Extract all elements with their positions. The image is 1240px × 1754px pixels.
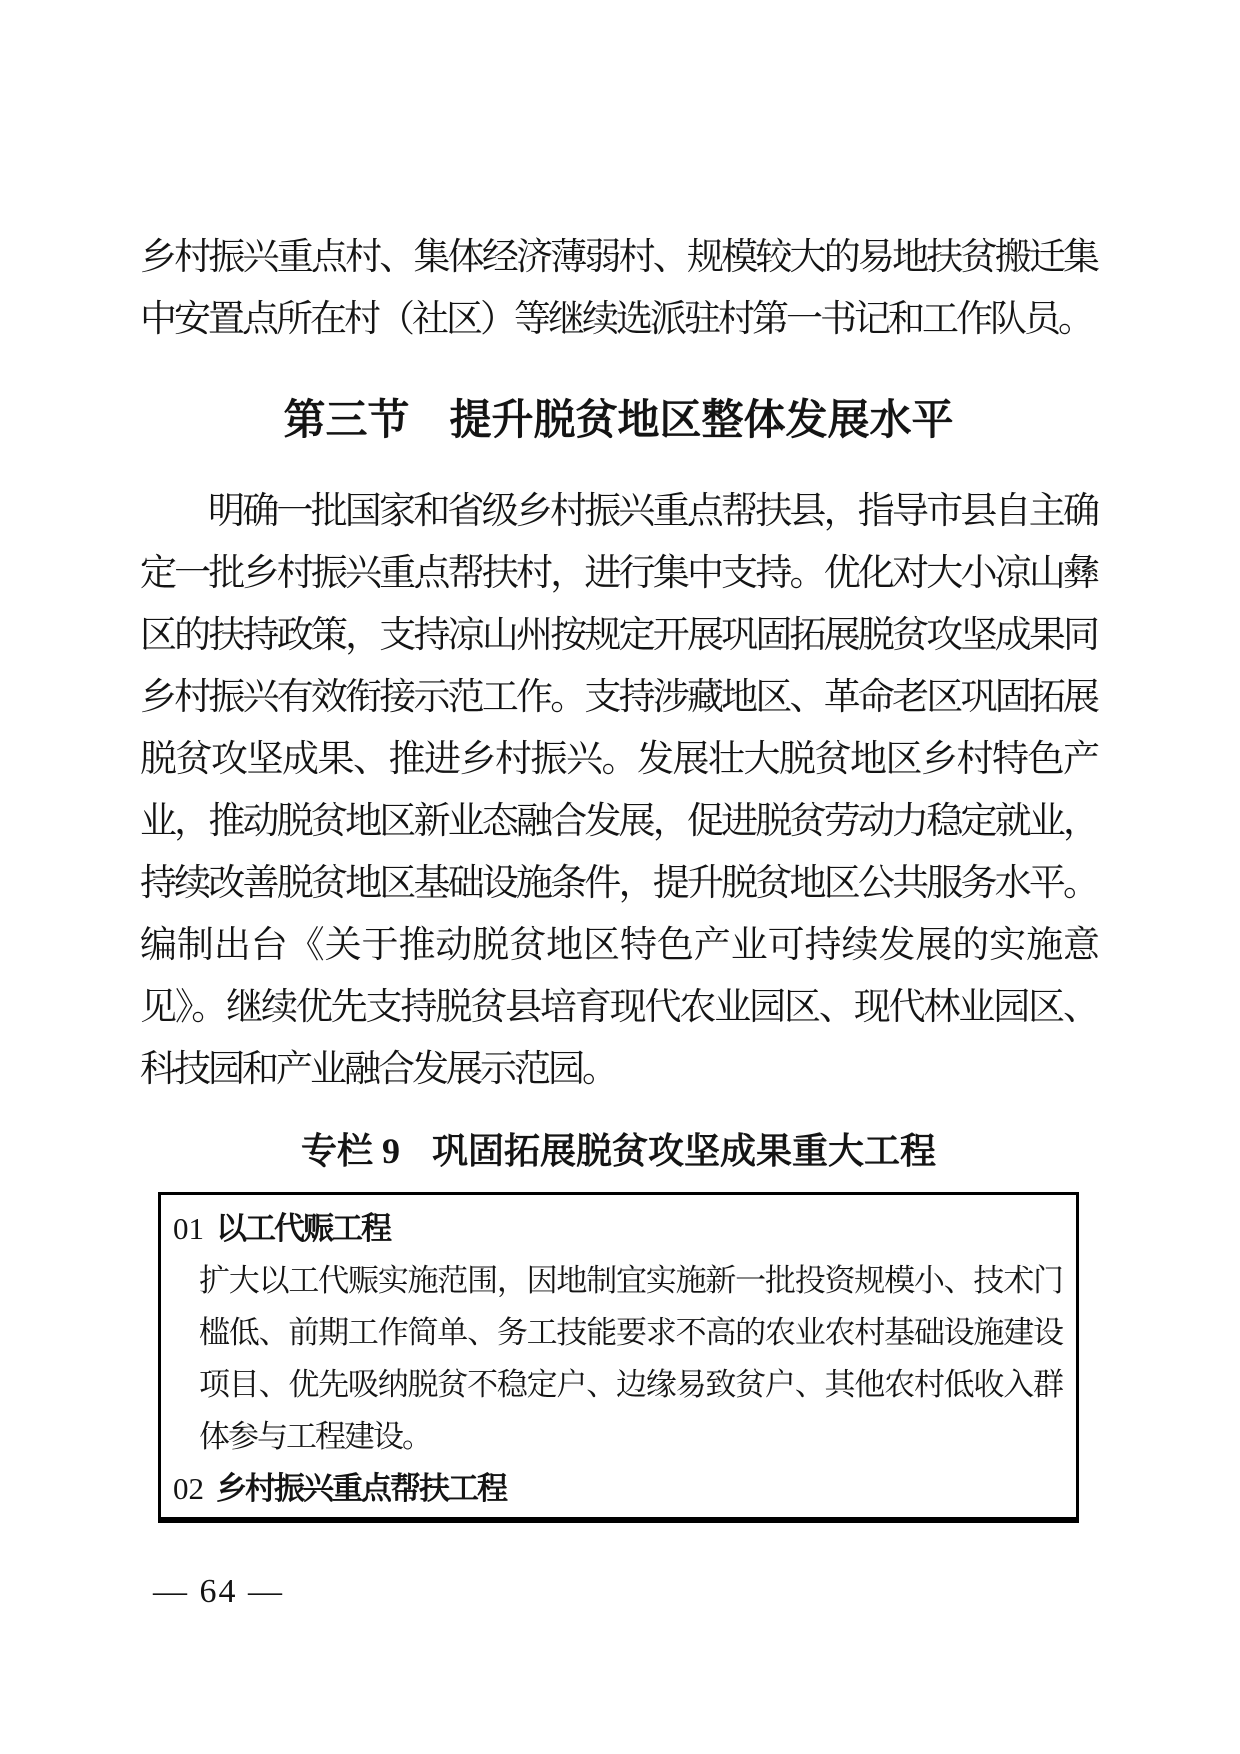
section-number: 第三节 [283, 398, 410, 444]
callout-item-2 [173, 1463, 1062, 1515]
section-heading [140, 395, 1097, 447]
callout-box [158, 1192, 1079, 1523]
callout-item-1 [173, 1203, 1062, 1463]
callout-item-2-heading [173, 1463, 1062, 1515]
callout-title: 巩固拓展脱贫攻坚成果重大工程 [432, 1131, 937, 1171]
callout-item-1-heading [173, 1203, 1062, 1255]
callout-item-1-body: 扩大以工代赈实施范围，因地制宜实施新一批投资规模小、技术门槛低、前期工作简单、务工技能要求不高的农业农村基础设施建设项目、优先吸纳脱贫不稳定户、边缘易致贫户、其他农村低收入群体参与工程建设。 [199, 1263, 1062, 1454]
page-number: — 64 — [153, 1573, 284, 1610]
main-paragraph: 明确一批国家和省级乡村振兴重点帮扶县，指导市县自主确定一批乡村振兴重点帮扶村，进行集中支持。优化对大小凉山彝区的扶持政策，支持凉山州按规定开展巩固拓展脱贫攻坚成果同乡村振兴有效衔接示范工作。支持涉藏地区、革命老区巩固拓展脱贫攻坚成果、推进乡村振兴。发展壮大脱贫地区乡村特色产业，推动脱贫地区新业态融合发展，促进脱贫劳动力稳定就业，持续改善脱贫地区基础设施条件，提升脱贫地区公共服务水平。编制出台《关于推动脱贫地区特色产业可持续发展的实施意见》。继续优先支持脱贫县培育现代农业园区、现代林业园区、科技园和产业融合发展示范园。 [140, 491, 1097, 1090]
callout-heading [140, 1128, 1097, 1174]
callout-label: 专栏 9 [300, 1131, 400, 1171]
callout-item-1-number: 01 [173, 1211, 204, 1246]
callout-item-2-number: 02 [173, 1471, 204, 1506]
section-title: 提升脱贫地区整体发展水平 [449, 398, 954, 444]
continuation-paragraph: 乡村振兴重点村、集体经济薄弱村、规模较大的易地扶贫搬迁集中安置点所在村（社区）等继续选派驻村第一书记和工作队员。 [140, 237, 1097, 340]
callout-item-1-title: 以工代赈工程 [216, 1211, 390, 1246]
callout-item-2-title: 乡村振兴重点帮扶工程 [216, 1471, 506, 1506]
